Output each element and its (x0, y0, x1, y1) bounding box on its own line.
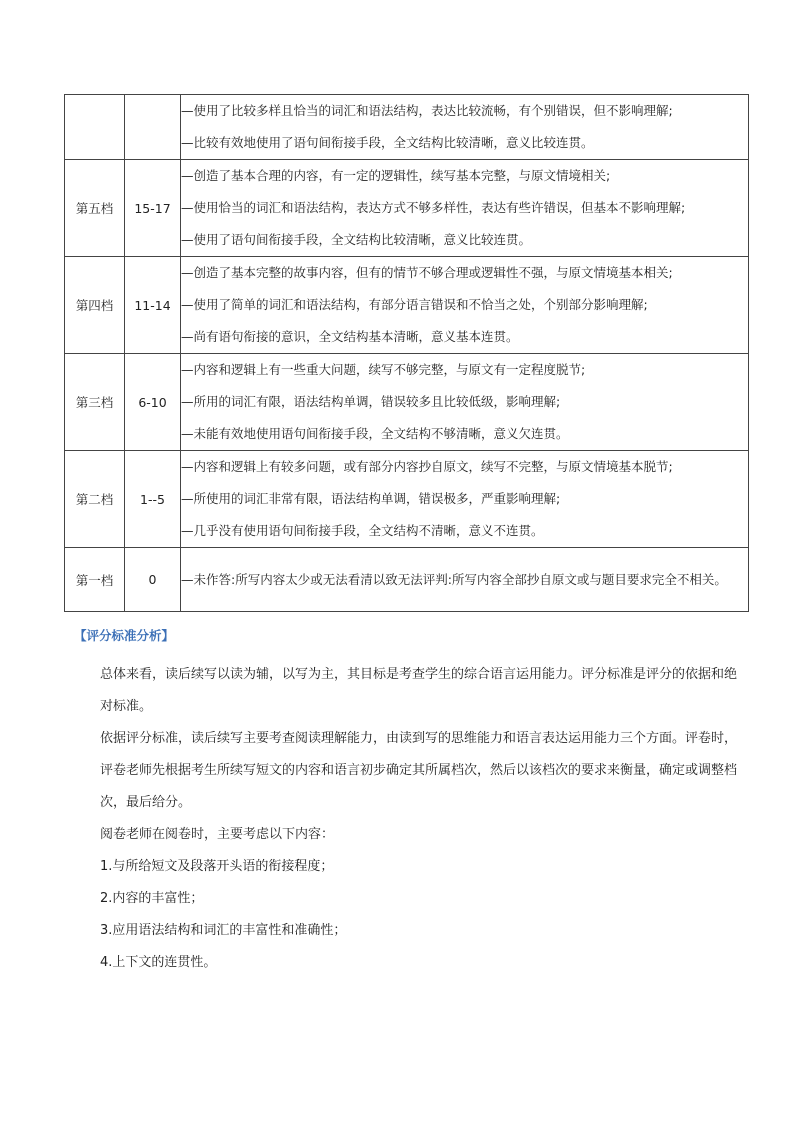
description-line: —使用了语句间衔接手段，全文结构比较清晰，意义比较连贯。 (181, 232, 532, 247)
description-line: —使用恰当的词汇和语法结构，表达方式不够多样性，表达有些许错误，但基本不影响理解; (181, 200, 686, 215)
table-row (65, 548, 749, 612)
score-cell: 6-10 (125, 354, 181, 451)
paragraph-text: 总体来看，读后续写以读为辅，以写为主，其目标是考查学生的综合语言运用能力。评分标准是评分的依据和绝对标准。 (100, 667, 738, 714)
section-heading: 【评分标准分析】 (74, 628, 175, 643)
score-cell (125, 95, 181, 160)
description-cell (181, 354, 749, 451)
description-line: —内容和逻辑上有一些重大问题，续写不够完整，与原文有一定程度脱节; (181, 362, 586, 377)
rubric-table (64, 94, 749, 612)
grade-cell (65, 95, 125, 160)
description-cell (181, 257, 749, 354)
description-line: —创造了基本完整的故事内容，但有的情节不够合理或逻辑性不强，与原文情境基本相关; (181, 265, 673, 280)
list-item: 3.应用语法结构和词汇的丰富性和准确性； (100, 923, 347, 938)
score-cell: 1--5 (125, 451, 181, 548)
paragraph-overview (72, 659, 742, 723)
description-line: —未能有效地使用语句间衔接手段，全文结构不够清晰，意义欠连贯。 (181, 426, 569, 441)
grade-cell: 第一档 (65, 548, 125, 612)
description-line: —尚有语句衔接的意识，全文结构基本清晰，意义基本连贯。 (181, 329, 519, 344)
table-row (65, 257, 749, 354)
paragraph-criteria (72, 723, 742, 819)
description-line: —内容和逻辑上有较多问题，或有部分内容抄自原文，续写不完整，与原文情境基本脱节; (181, 459, 673, 474)
description-line: —所使用的词汇非常有限，语法结构单调，错误极多，严重影响理解; (181, 491, 561, 506)
description-line: —使用了比较多样且恰当的词汇和语法结构，表达比较流畅，有个别错误，但不影响理解; (181, 103, 673, 118)
list-item: 1.与所给短文及段落开头语的衔接程度； (100, 859, 334, 874)
description-cell (181, 95, 749, 160)
description-line: —几乎没有使用语句间衔接手段，全文结构不清晰，意义不连贯。 (181, 523, 544, 538)
table-row (65, 354, 749, 451)
paragraph-text: 依据评分标准，读后续写主要考查阅读理解能力，由读到写的思维能力和语言表达运用能力三个方面。评卷时，评卷老师先根据考生所续写短文的内容和语言初步确定其所属档次，然后以该档次的要求来衡量，确定或调整档次，最后给分。 (100, 731, 738, 810)
score-cell: 15-17 (125, 160, 181, 257)
list-item: 2.内容的丰富性； (100, 891, 204, 906)
description-line: —未作答:所写内容太少或无法看清以致无法评判:所写内容全部抄自原文或与题目要求完全不相关。 (181, 572, 727, 587)
description-cell (181, 160, 749, 257)
table-row (65, 451, 749, 548)
grade-cell: 第四档 (65, 257, 125, 354)
grade-cell: 第三档 (65, 354, 125, 451)
description-cell (181, 548, 749, 612)
paragraph-considerations (72, 819, 742, 851)
grade-cell: 第二档 (65, 451, 125, 548)
paragraph-text: 阅卷老师在阅卷时，主要考虑以下内容： (100, 827, 335, 842)
list-item: 4.上下文的连贯性。 (100, 955, 217, 970)
table-row (65, 95, 749, 160)
description-line: —使用了简单的词汇和语法结构，有部分语言错误和不恰当之处，个别部分影响理解; (181, 297, 648, 312)
description-line: —所用的词汇有限，语法结构单调，错误较多且比较低级，影响理解; (181, 394, 561, 409)
description-line: —比较有效地使用了语句间衔接手段，全文结构比较清晰，意义比较连贯。 (181, 135, 594, 150)
score-cell: 0 (125, 548, 181, 612)
description-line: —创造了基本合理的内容，有一定的逻辑性，续写基本完整，与原文情境相关; (181, 168, 611, 183)
grade-cell: 第五档 (65, 160, 125, 257)
table-row (65, 160, 749, 257)
description-cell (181, 451, 749, 548)
score-cell: 11-14 (125, 257, 181, 354)
